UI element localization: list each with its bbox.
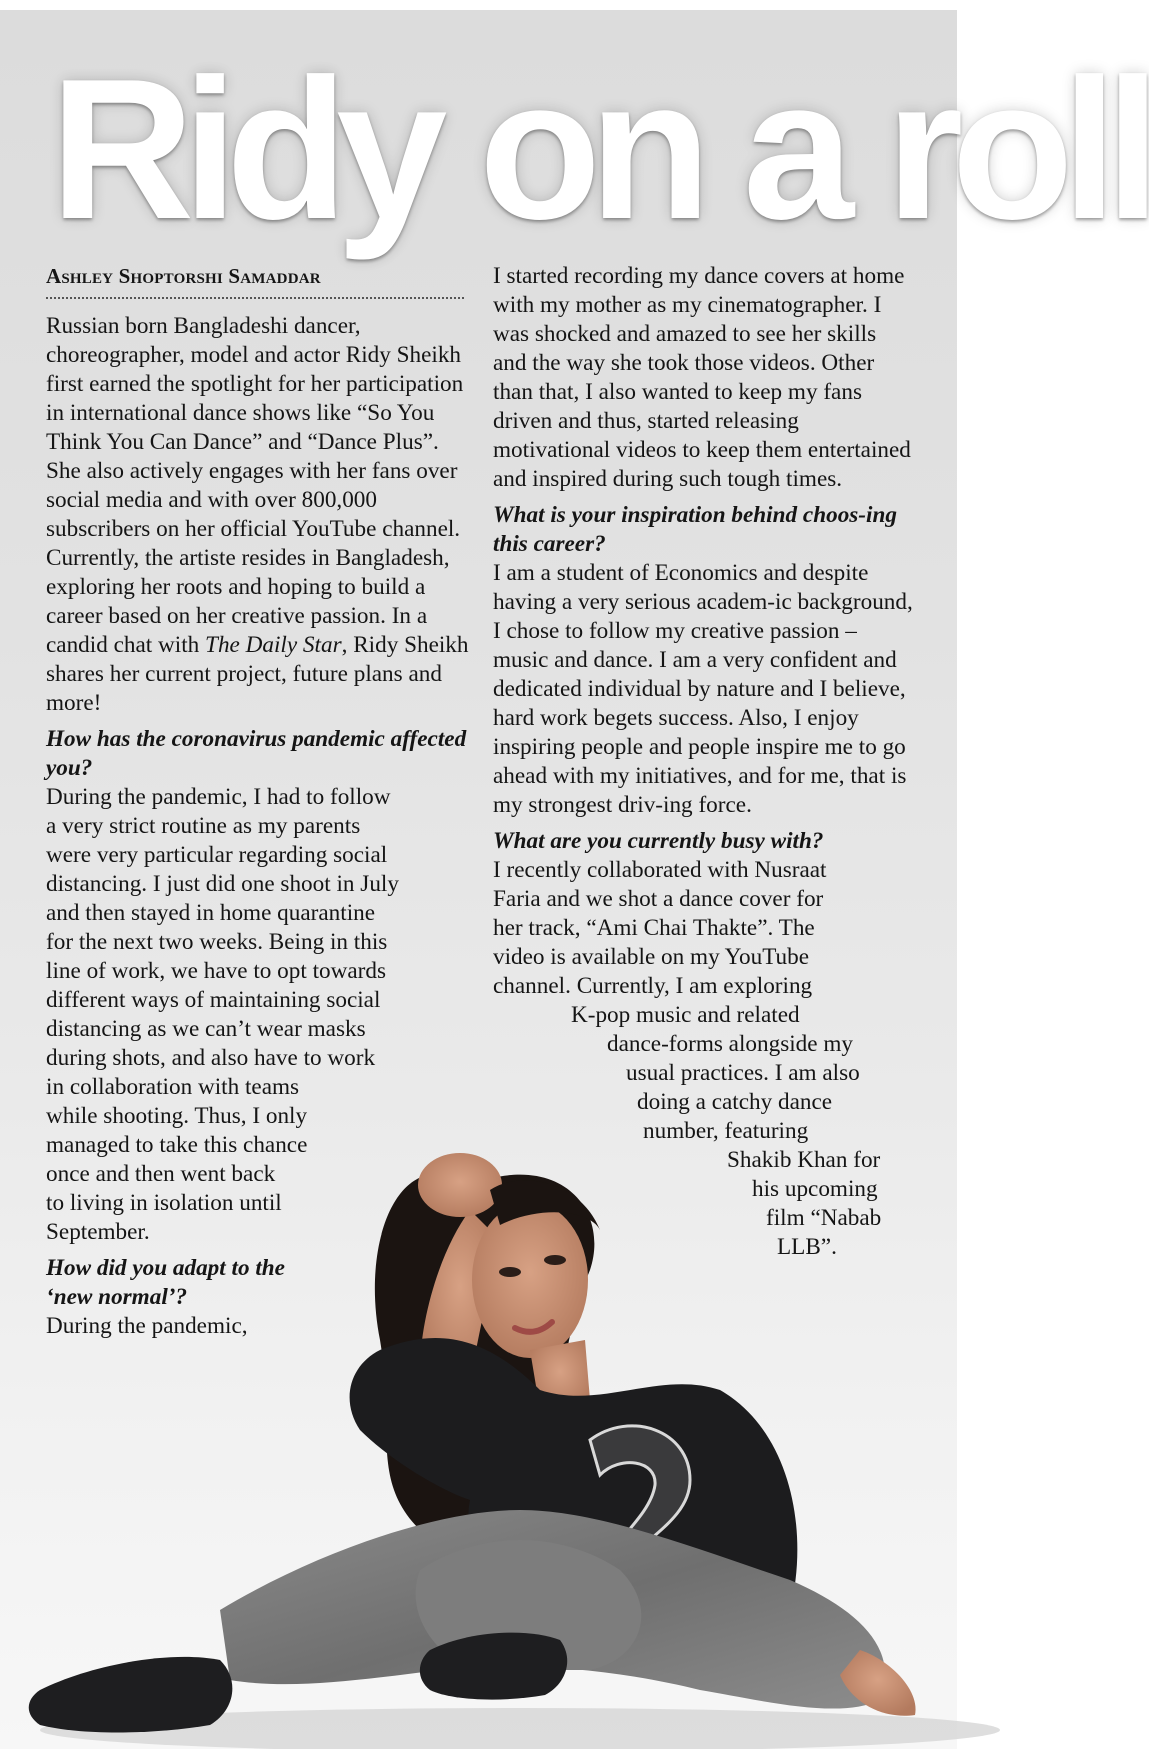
answer-line: different ways of maintaining social [46, 987, 381, 1013]
answer-line: to living in isolation until [46, 1190, 282, 1216]
question-current-work: What are you currently busy with? [493, 828, 824, 854]
answer-new-normal-start: During the pandemic, [46, 1313, 248, 1339]
question-new-normal [46, 1254, 472, 1312]
answer-line: usual practices. I am also [626, 1060, 860, 1086]
answer-current-work [493, 856, 913, 1262]
answer-line: doing a catchy dance [637, 1089, 833, 1115]
intro-text-end: , Ridy Sheikh shares her current project, future plans and more! [46, 632, 469, 716]
answer-inspiration: I am a student of Economics and despite having a very serious academ-ic background, I chose to follow my creative passion – music and dance. I am a very confident and dedicated individual by nature and I believe, hard work begets success. Also, I enjoy inspiring people and people inspire me to go ahead with my initiatives, and for me, that is my strongest driv-ing force. [493, 560, 913, 818]
answer-line: Shakib Khan for [727, 1147, 881, 1173]
article-column-right [493, 262, 913, 1262]
answer-line: and then stayed in home quarantine [46, 900, 376, 926]
article-page [0, 10, 1149, 1749]
answer-line: his upcoming [752, 1176, 878, 1202]
answer-line: for the next two weeks. Being in this [46, 929, 388, 955]
answer-line: dance-forms alongside my [607, 1031, 853, 1057]
question-line: How did you adapt to the [46, 1255, 285, 1281]
answer-line: while shooting. Thus, I only [46, 1103, 308, 1129]
answer-line: were very particular regarding social [46, 842, 388, 868]
answer-line: a very strict routine as my parents [46, 813, 361, 839]
question-inspiration: What is your inspiration behind choos-ing this career? [493, 502, 897, 557]
headline: Ridy on a roll [50, 38, 1149, 261]
answer-line: line of work, we have to opt towards [46, 958, 387, 984]
answer-line: September. [46, 1219, 150, 1245]
publication-name: The Daily Star [205, 632, 342, 658]
answer-line: film “Nabab [766, 1205, 882, 1231]
question-pandemic: How has the coronavirus pandemic affected you? [46, 726, 467, 781]
answer-new-normal-continued: I started recording my dance covers at home with my mother as my cinematographer. I was shocked and amazed to see her skills and the way she took those videos. Other than that, I also wanted to keep my fans driven and thus, started releasing motivational videos to keep them entertained and inspired during such tough times. [493, 263, 911, 492]
answer-line: her track, “Ami Chai Thakte”. The [493, 915, 815, 941]
answer-line: number, featuring [643, 1118, 809, 1144]
answer-line: in collaboration with teams [46, 1074, 300, 1100]
answer-line: Faria and we shot a dance cover for [493, 886, 824, 912]
answer-line: distancing as we can’t wear masks [46, 1016, 366, 1042]
answer-pandemic [46, 783, 472, 1247]
answer-line: I recently collaborated with Nusraat [493, 857, 827, 883]
answer-line: video is available on my YouTube [493, 944, 810, 970]
byline: Ashley Shoptorshi Samaddar [46, 264, 464, 299]
answer-line: During the pandemic, I had to follow [46, 784, 391, 810]
article-column-left [46, 312, 472, 1341]
intro-text: Russian born Bangladeshi dancer, choreographer, model and actor Ridy Sheikh first earned the spotlight for her participation in international dance shows like “So You Think You Can Dance” and “Dance Plus”. She also actively engages with her fans over social media and with over 800,000 subscribers on her official YouTube channel. Currently, the artiste resides in Bangladesh, exploring her roots and hoping to build a career based on her creative passion. In a candid chat with [46, 313, 464, 658]
answer-line: channel. Currently, I am exploring [493, 973, 813, 999]
question-line: ‘new normal’? [46, 1284, 188, 1310]
answer-line: distancing. I just did one shoot in July [46, 871, 399, 897]
intro-paragraph [46, 312, 472, 718]
answer-line: during shots, and also have to work [46, 1045, 376, 1071]
answer-line: once and then went back [46, 1161, 276, 1187]
answer-line: managed to take this chance [46, 1132, 308, 1158]
answer-line: LLB”. [777, 1234, 837, 1260]
answer-line: K-pop music and related [571, 1002, 800, 1028]
